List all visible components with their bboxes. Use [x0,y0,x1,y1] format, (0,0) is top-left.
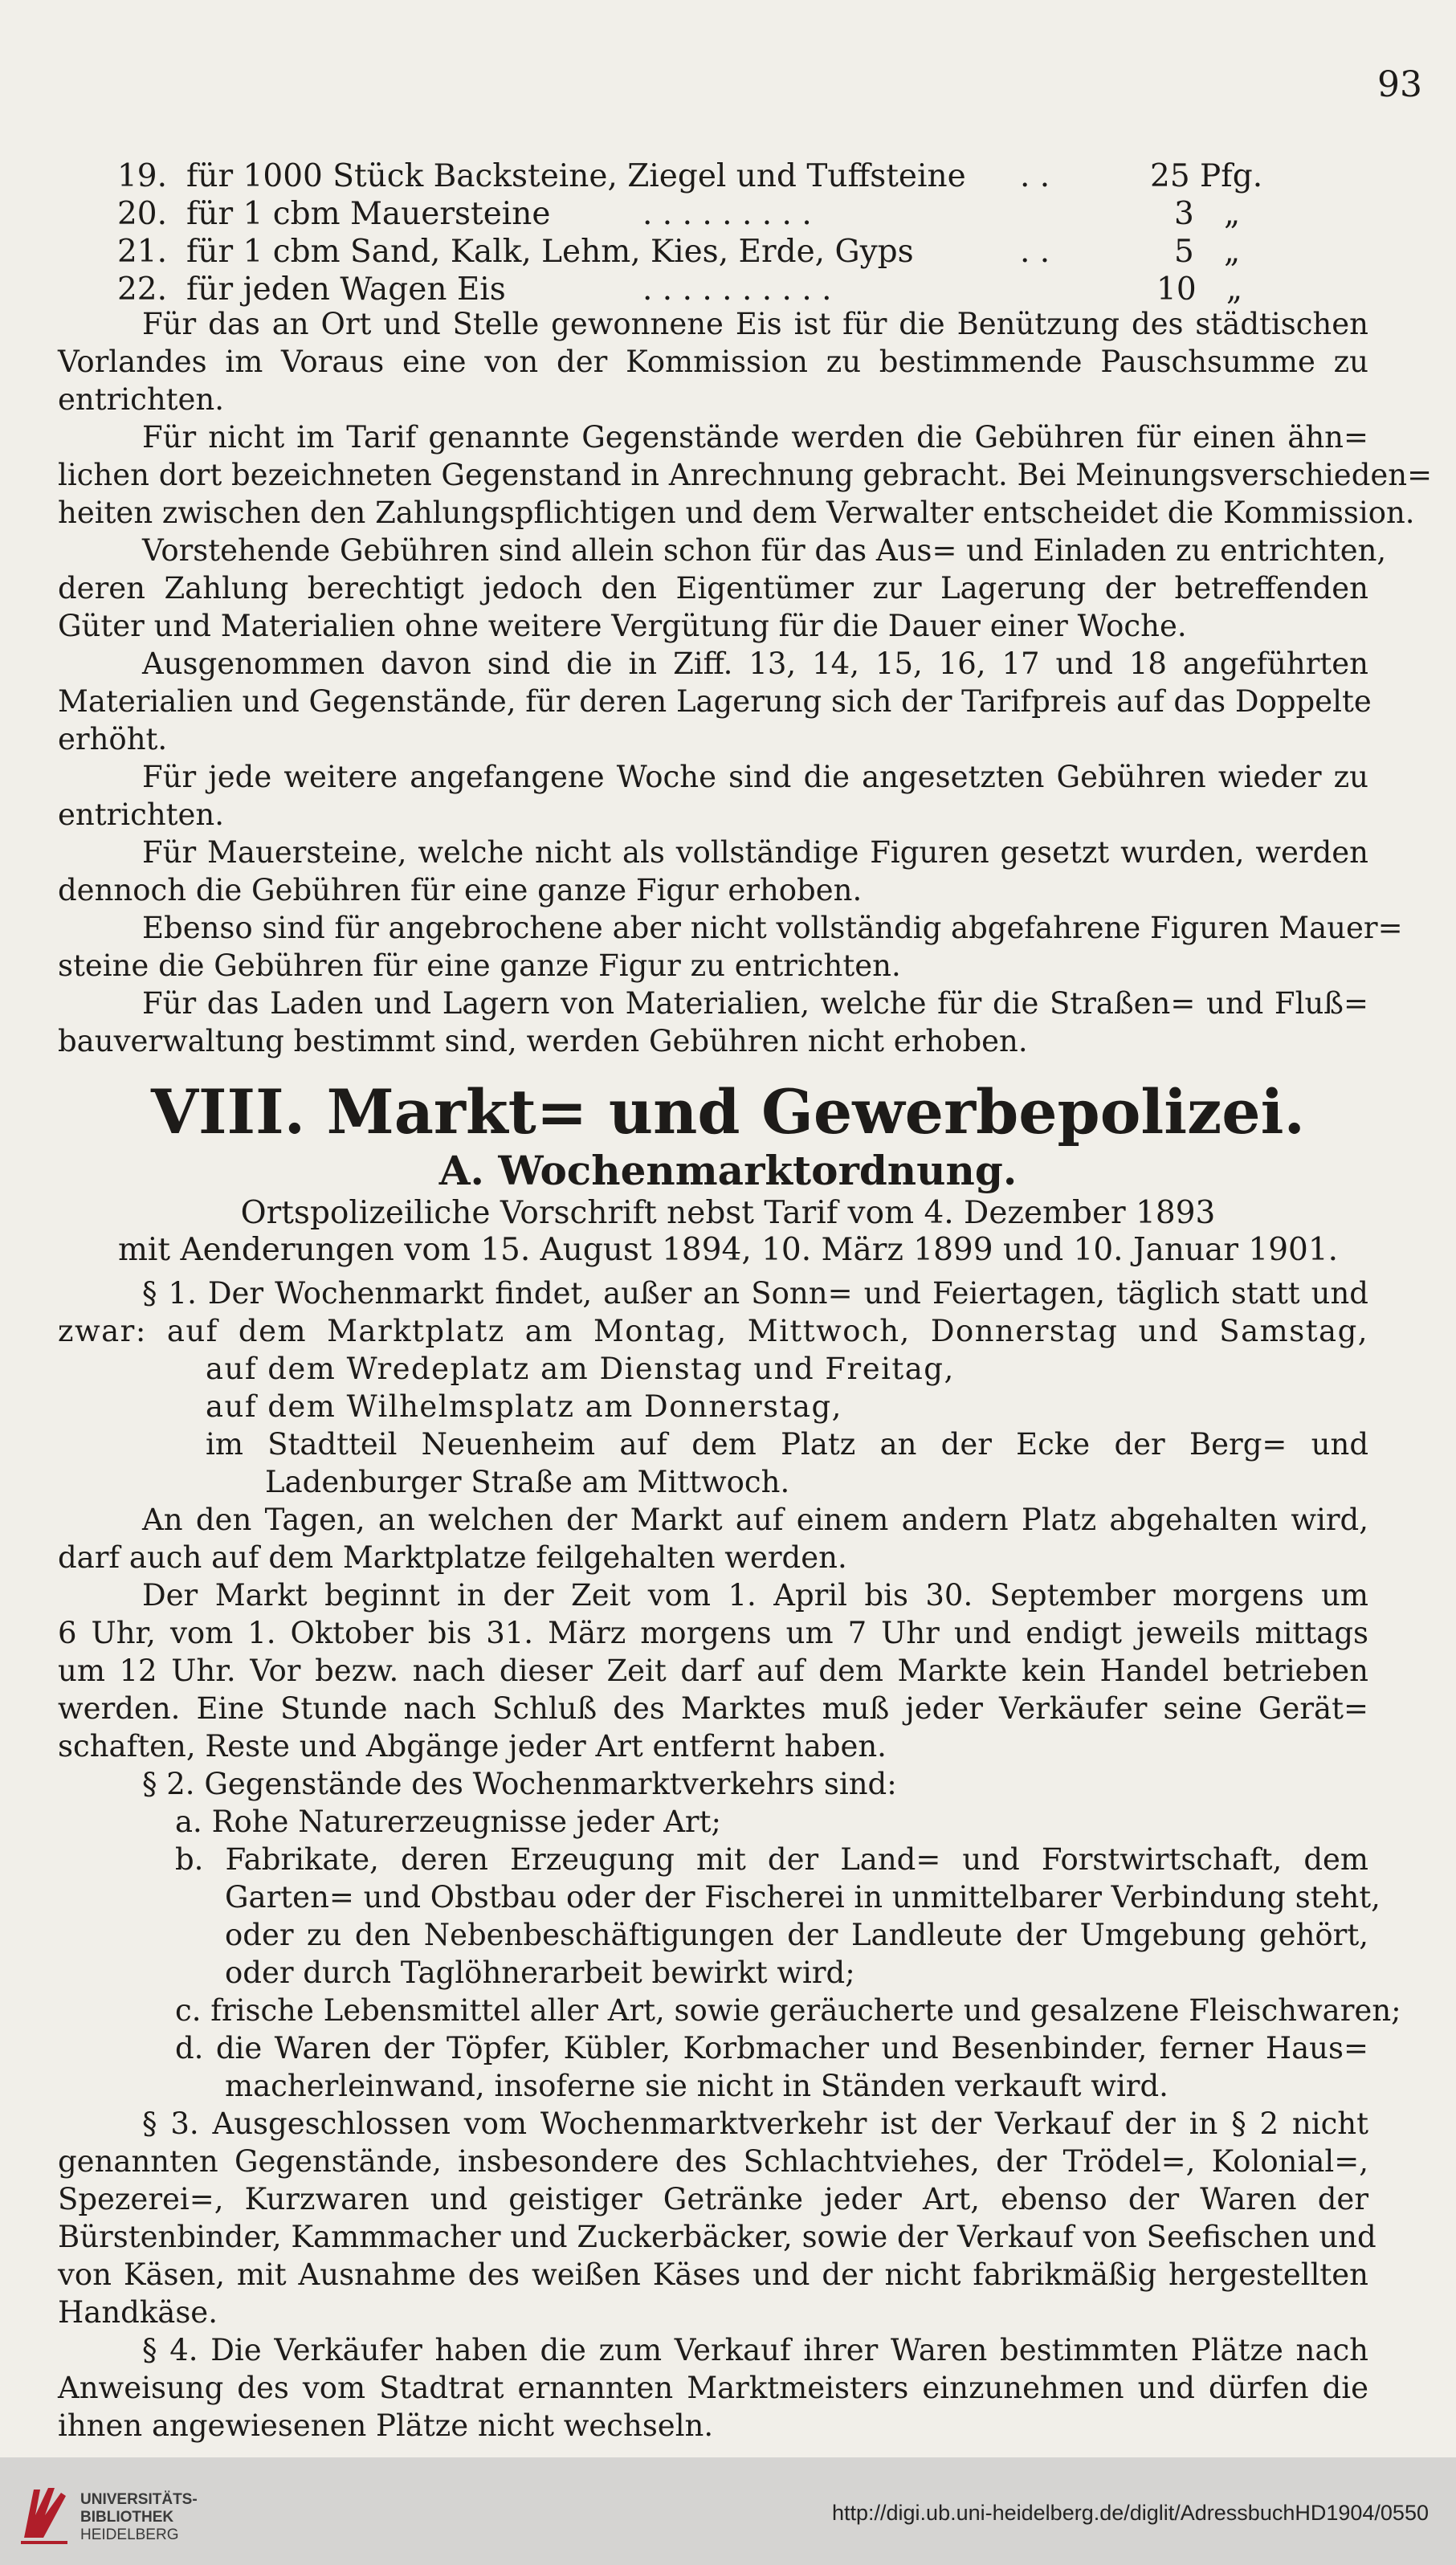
tariff-dots-19: . . [1020,158,1050,194]
text-line: Materialien und Gegenstände, für deren Lagerung sich der Tarifpreis auf das Doppelte [58,684,1372,719]
text-line: erhöht. [58,722,168,756]
text-line: heiten zwischen den Zahlungspflichtigen und dem Verwalter entscheidet die Kommission. [58,495,1415,530]
tariff-dots-22: . . . . . . . . . . [642,271,832,308]
text-line: Ladenburger Straße am Mittwoch. [265,1465,790,1499]
text-line: genannten Gegenstände, insbesondere des Schlachtviehes, der Trödel=, Kolonial=, [58,2144,1368,2179]
university-library-logo-icon [16,2480,72,2546]
subsection-heading [0,1147,1456,1194]
text-line: § 3. Ausgeschlossen vom Wochenmarktverkehr ist der Verkauf der in § 2 nicht [142,2106,1368,2141]
text-line: § 1. Der Wochenmarkt findet, außer an Sonn= und Feiertagen, täglich statt und [142,1276,1368,1311]
text-line: um 12 Uhr. Vor bezw. nach dieser Zeit darf auf dem Markte kein Handel betrieben [58,1654,1368,1688]
text-line: Für Mauersteine, welche nicht als vollständige Figuren gesetzt wurden, werden [142,835,1368,870]
text-line: bauverwaltung bestimmt sind, werden Gebühren nicht erhoben. [58,1024,1028,1058]
text-line: d. die Waren der Töpfer, Kübler, Korbmacher und Besenbinder, ferner Haus= [175,2031,1368,2065]
tariff-price-21: 5 „ [1174,234,1241,270]
tariff-item-22: 22. für jeden Wagen Eis [116,271,506,308]
text-line: Garten= und Obstbau oder der Fischerei in unmittelbarer Verbindung steht, [225,1880,1381,1915]
text-line: schaften, Reste und Abgänge jeder Art entfernt haben. [58,1729,887,1764]
text-line: Für das an Ort und Stelle gewonnene Eis ist für die Benützung des städtischen [142,307,1368,341]
text-line: Güter und Materialien ohne weitere Vergütung für die Dauer einer Woche. [58,609,1187,643]
text-line: deren Zahlung berechtigt jedoch den Eigentümer zur Lagerung der betreffenden [58,571,1368,606]
caption-line-1: Ortspolizeiliche Vorschrift nebst Tarif vom 4. Dezember 1893 [240,1195,1216,1231]
text-line: ihnen angewiesenen Plätze nicht wechseln. [58,2408,714,2443]
text-line: 6 Uhr, vom 1. Oktober bis 31. März morgens um 7 Uhr und endigt jeweils mittags [58,1616,1368,1650]
text-line: a. Rohe Naturerzeugnisse jeder Art; [175,1804,721,1839]
subsection-letter: A. [438,1147,484,1194]
library-name-line-3: HEIDELBERG [80,2526,179,2543]
text-line: macherleinwand, insoferne sie nicht in Ständen verkauft wird. [225,2069,1168,2103]
library-name [80,2491,198,2544]
text-line: oder durch Taglöhnerarbeit bewirkt wird; [225,1955,855,1990]
footer-bar [0,2457,1456,2565]
text-line: Anweisung des vom Stadtrat ernannten Marktmeisters einzunehmen und dürfen die [58,2371,1368,2405]
text-line: dennoch die Gebühren für eine ganze Figur erhoben. [58,873,863,907]
section-roman: VIII. [151,1076,306,1148]
text-line: auf dem Wilhelmsplatz am Donnerstag, [206,1389,842,1424]
text-line: Für das Laden und Lagern von Materialien, welche für die Straßen= und Fluß= [142,986,1368,1021]
tariff-item-21: 21. für 1 cbm Sand, Kalk, Lehm, Kies, Erde, Gyps [116,234,914,270]
text-line: Vorlandes im Voraus eine von der Kommission zu bestimmende Pauschsumme zu [58,345,1368,379]
text-line: oder zu den Nebenbeschäftigungen der Landleute der Umgebung gehört, [225,1918,1368,1952]
tariff-price-19: 25 Pfg. [1150,158,1263,194]
text-line: Vorstehende Gebühren sind allein schon für das Aus= und Einladen zu entrichten, [142,533,1387,568]
caption-line-2: mit Aenderungen vom 15. August 1894, 10. März 1899 und 10. Januar 1901. [117,1232,1339,1268]
text-line: entrichten. [58,797,225,832]
text-line: entrichten. [58,382,225,417]
library-name-line-2: BIBLIOTHEK [80,2508,174,2526]
tariff-dots-21: . . [1020,234,1050,270]
section-heading [0,1076,1456,1148]
page-number: 93 [1377,64,1422,105]
text-line: darf auch auf dem Marktplatze feilgehalten werden. [58,1540,847,1575]
text-line: § 2. Gegenstände des Wochenmarktverkehrs sind: [142,1767,897,1801]
text-line: Für nicht im Tarif genannte Gegenstände werden die Gebühren für einen ähn= [142,420,1368,455]
text-line: Bürstenbinder, Kammmacher und Zuckerbäcker, sowie der Verkauf von Seefischen und [58,2220,1376,2254]
text-line: von Käsen, mit Ausnahme des weißen Käses und der nicht fabrikmäßig hergestellten [58,2257,1368,2292]
text-line: Der Markt beginnt in der Zeit vom 1. April bis 30. September morgens um [142,1578,1368,1613]
text-line: Für jede weitere angefangene Woche sind die angesetzten Gebühren wieder zu [142,760,1368,794]
text-line: b. Fabrikate, deren Erzeugung mit der Land= und Forstwirtschaft, dem [175,1842,1368,1877]
text-line: An den Tagen, an welchen der Markt auf einem andern Platz abgehalten wird, [142,1503,1368,1537]
section-title: Markt= und Gewerbepolizei. [326,1076,1305,1148]
tariff-price-20: 3 „ [1174,196,1241,232]
text-line: c. frische Lebensmittel aller Art, sowie geräucherte und gesalzene Fleischwaren; [175,1993,1401,2028]
text-line: im Stadtteil Neuenheim auf dem Platz an der Ecke der Berg= und [206,1427,1368,1462]
tariff-item-20: 20. für 1 cbm Mauersteine [116,196,551,232]
text-line: Handkäse. [58,2295,218,2330]
tariff-dots-20: . . . . . . . . . [642,196,812,232]
tariff-item-19: 19. für 1000 Stück Backsteine, Ziegel und Tuffsteine [116,158,966,194]
text-line: § 4. Die Verkäufer haben die zum Verkauf ihrer Waren bestimmten Plätze nach [142,2333,1368,2367]
tariff-price-22: 10 „ [1156,271,1243,308]
subsection-title: Wochenmarktordnung. [498,1147,1018,1194]
text-line: Ebenso sind für angebrochene aber nicht vollständig abgefahrene Figuren Mauer= [142,911,1403,945]
text-line: werden. Eine Stunde nach Schluß des Marktes muß jeder Verkäufer seine Gerät= [58,1691,1368,1726]
text-line: steine die Gebühren für eine ganze Figur zu entrichten. [58,948,901,983]
text-line: auf dem Wredeplatz am Dienstag und Freitag, [206,1352,955,1386]
library-name-line-1: UNIVERSITÄTS- [80,2491,198,2508]
text-line: lichen dort bezeichneten Gegenstand in Anrechnung gebracht. Bei Meinungsverschieden= [58,458,1433,492]
text-line: Spezerei=, Kurzwaren und geistiger Getränke jeder Art, ebenso der Waren der [58,2182,1368,2216]
source-url[interactable]: http://digi.ub.uni-heidelberg.de/diglit/AdressbuchHD1904/0550 [831,2501,1429,2525]
text-line: Ausgenommen davon sind die in Ziff. 13, 14, 15, 16, 17 und 18 angeführten [142,646,1368,681]
text-line: zwar: auf dem Marktplatz am Montag, Mittwoch, Donnerstag und Samstag, [58,1314,1368,1348]
